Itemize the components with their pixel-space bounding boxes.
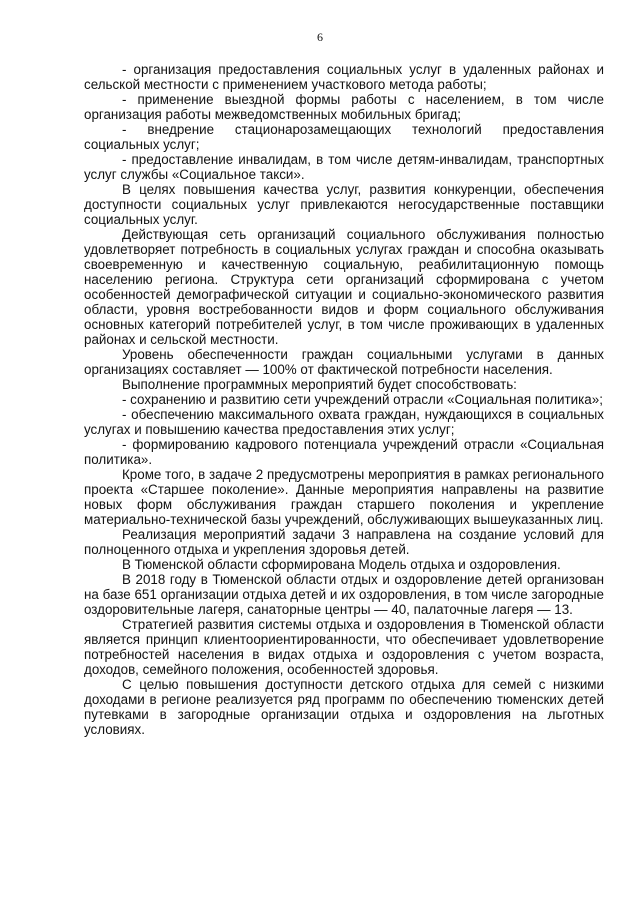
paragraph-3: - внедрение стационарозамещающих технологий предоставления социальных услуг;	[84, 122, 604, 152]
paragraph-5: В целях повышения качества услуг, развития конкуренции, обеспечения доступности социальных услуг привлекаются негосударственные поставщики социальных услуг.	[84, 182, 604, 227]
paragraph-6: Действующая сеть организаций социального обслуживания полностью удовлетворяет потребность в социальных услугах граждан и способна оказывать своевременную и качественную социальную, реабилитационную помощь населению региона. Структура сети организаций сформирована с учетом особенностей демографической ситуации и социально-экономического развития области, уровня востребованности видов и форм социального обслуживания основных категорий потребителей услуг, в том числе проживающих в удаленных районах и сельской местности.	[84, 227, 604, 347]
paragraph-8: Выполнение программных мероприятий будет способствовать:	[122, 377, 517, 392]
paragraph-2: - применение выездной формы работы с населением, в том числе организация работы межведомственных мобильных бригад;	[84, 92, 604, 122]
paragraph-9: - сохранению и развитию сети учреждений отрасли «Социальная политика»;	[122, 392, 603, 407]
paragraph-4: - предоставление инвалидам, в том числе детям-инвалидам, транспортных услуг службы «Социальное такси».	[84, 152, 604, 182]
paragraph-13: Реализация мероприятий задачи 3 направлена на создание условий для полноценного отдыха и укрепления здоровья детей.	[84, 527, 604, 557]
paragraph-16: Стратегией развития системы отдыха и оздоровления в Тюменской области является принцип клиентоориентированности, что обеспечивает удовлетворение потребностей населения в видах отдыха и оздоровления с учетом возраста, доходов, семейного положения, особенностей здоровья.	[84, 617, 604, 677]
paragraph-1: - организация предоставления социальных услуг в удаленных районах и сельской местности с применением участкового метода работы;	[84, 62, 604, 92]
document-body	[84, 62, 604, 737]
paragraph-14: В Тюменской области сформирована Модель отдыха и оздоровления.	[122, 557, 561, 572]
paragraph-7: Уровень обеспеченности граждан социальными услугами в данных организациях составляет — 100% от фактической потребности населения.	[84, 347, 604, 377]
paragraph-12: Кроме того, в задаче 2 предусмотрены мероприятия в рамках регионального проекта «Старшее поколение». Данные мероприятия направлены на развитие новых форм обслуживания граждан старшего поколения и укрепление материально-технической базы учреждений, обслуживающих вышеуказанных лиц.	[84, 467, 604, 527]
page-number: 6	[317, 30, 323, 44]
paragraph-17: С целью повышения доступности детского отдыха для семей с низкими доходами в регионе реализуется ряд программ по обеспечению тюменских детей путевками в загородные организации отдыха и оздоровления на льготных условиях.	[84, 677, 604, 737]
paragraph-10: - обеспечению максимального охвата граждан, нуждающихся в социальных услугах и повышению качества предоставления этих услуг;	[84, 407, 604, 437]
paragraph-11: - формированию кадрового потенциала учреждений отрасли «Социальная политика».	[84, 437, 604, 467]
paragraph-15: В 2018 году в Тюменской области отдых и оздоровление детей организован на базе 651 организации отдыха детей и их оздоровления, в том числе загородные оздоровительные лагеря, санаторные центры — 40, палаточные лагеря — 13.	[84, 572, 604, 617]
